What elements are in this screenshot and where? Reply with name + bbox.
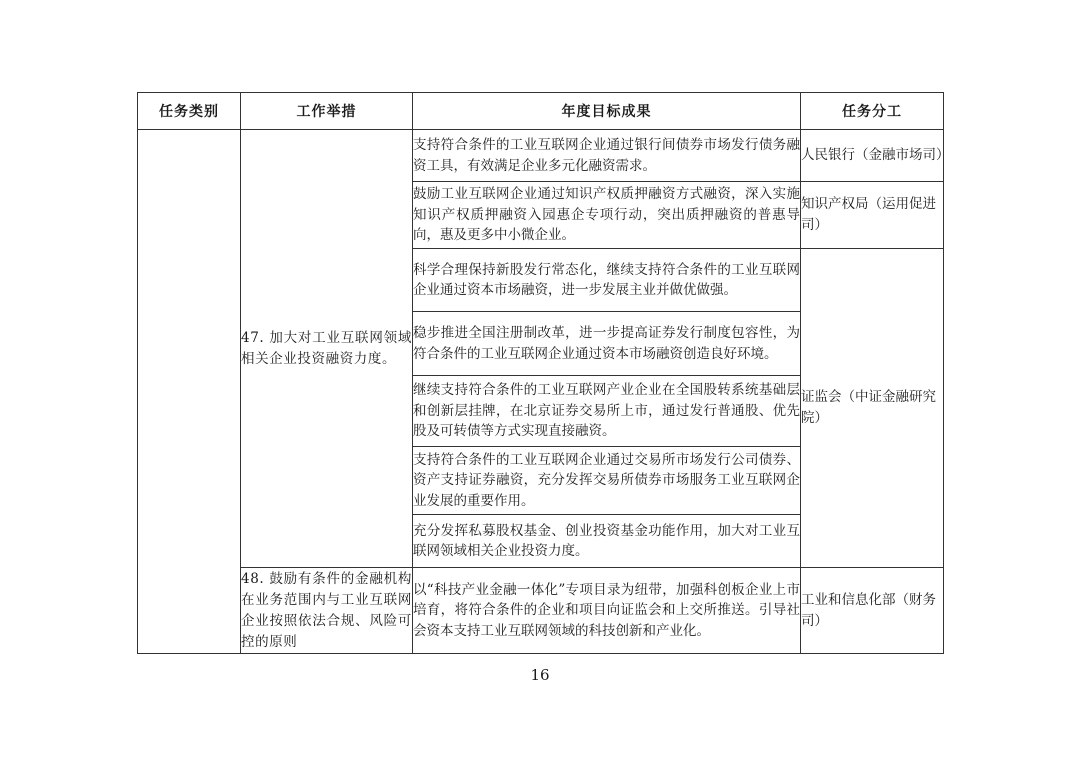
task-category-cell bbox=[138, 130, 241, 654]
owner-pboc: 人民银行（金融市场司） bbox=[801, 130, 944, 182]
owner-miit: 工业和信息化部（财务司） bbox=[801, 568, 944, 654]
goal-4: 稳步推进全国注册制改革，进一步提高证券发行制度包容性，为符合条件的工业互联网企业通过资本市场融资创造良好环境。 bbox=[413, 312, 801, 376]
header-work-measure: 工作举措 bbox=[241, 93, 413, 130]
goal-5: 继续支持符合条件的工业互联网产业企业在全国股转系统基础层和创新层挂牌，在北京证券交易所上市，通过发行普通股、优先股及可转债等方式实现直接融资。 bbox=[413, 376, 801, 447]
goal-1: 支持符合条件的工业互联网企业通过银行间债券市场发行债务融资工具，有效满足企业多元化融资需求。 bbox=[413, 130, 801, 182]
owner-ip-office: 知识产权局（运用促进司） bbox=[801, 182, 944, 249]
header-task-assignment: 任务分工 bbox=[801, 93, 944, 130]
table-row bbox=[138, 568, 944, 654]
goal-8: 以“科技产业金融一体化”专项目录为纽带，加强科创板企业上市培育，将符合条件的企业和项目向证监会和上交所推送。引导社会资本支持工业互联网领域的科技创新和产业化。 bbox=[413, 568, 801, 654]
measure-48: 48. 鼓励有条件的金融机构在业务范围内与工业互联网企业按照依法合规、风险可控的原则 bbox=[241, 568, 413, 654]
table-header-row bbox=[138, 93, 944, 130]
header-annual-goal: 年度目标成果 bbox=[413, 93, 801, 130]
goal-6: 支持符合条件的工业互联网企业通过交易所市场发行公司债券、资产支持证券融资，充分发挥交易所债券市场服务工业互联网企业发展的重要作用。 bbox=[413, 447, 801, 515]
page-number: 16 bbox=[530, 666, 550, 684]
goal-3: 科学合理保持新股发行常态化，继续支持符合条件的工业互联网企业通过资本市场融资，进一步发展主业并做优做强。 bbox=[413, 249, 801, 312]
goal-2: 鼓励工业互联网企业通过知识产权质押融资方式融资，深入实施知识产权质押融资入园惠企专项行动，突出质押融资的普惠导向，惠及更多中小微企业。 bbox=[413, 182, 801, 249]
goal-7: 充分发挥私募股权基金、创业投资基金功能作用，加大对工业互联网领域相关企业投资力度。 bbox=[413, 515, 801, 568]
owner-csrc: 证监会（中证金融研究院） bbox=[801, 249, 944, 568]
measure-47: 47. 加大对工业互联网领域相关企业投资融资力度。 bbox=[241, 130, 413, 568]
header-task-category: 任务类别 bbox=[138, 93, 241, 130]
table-row bbox=[138, 130, 944, 182]
task-table bbox=[137, 92, 950, 654]
